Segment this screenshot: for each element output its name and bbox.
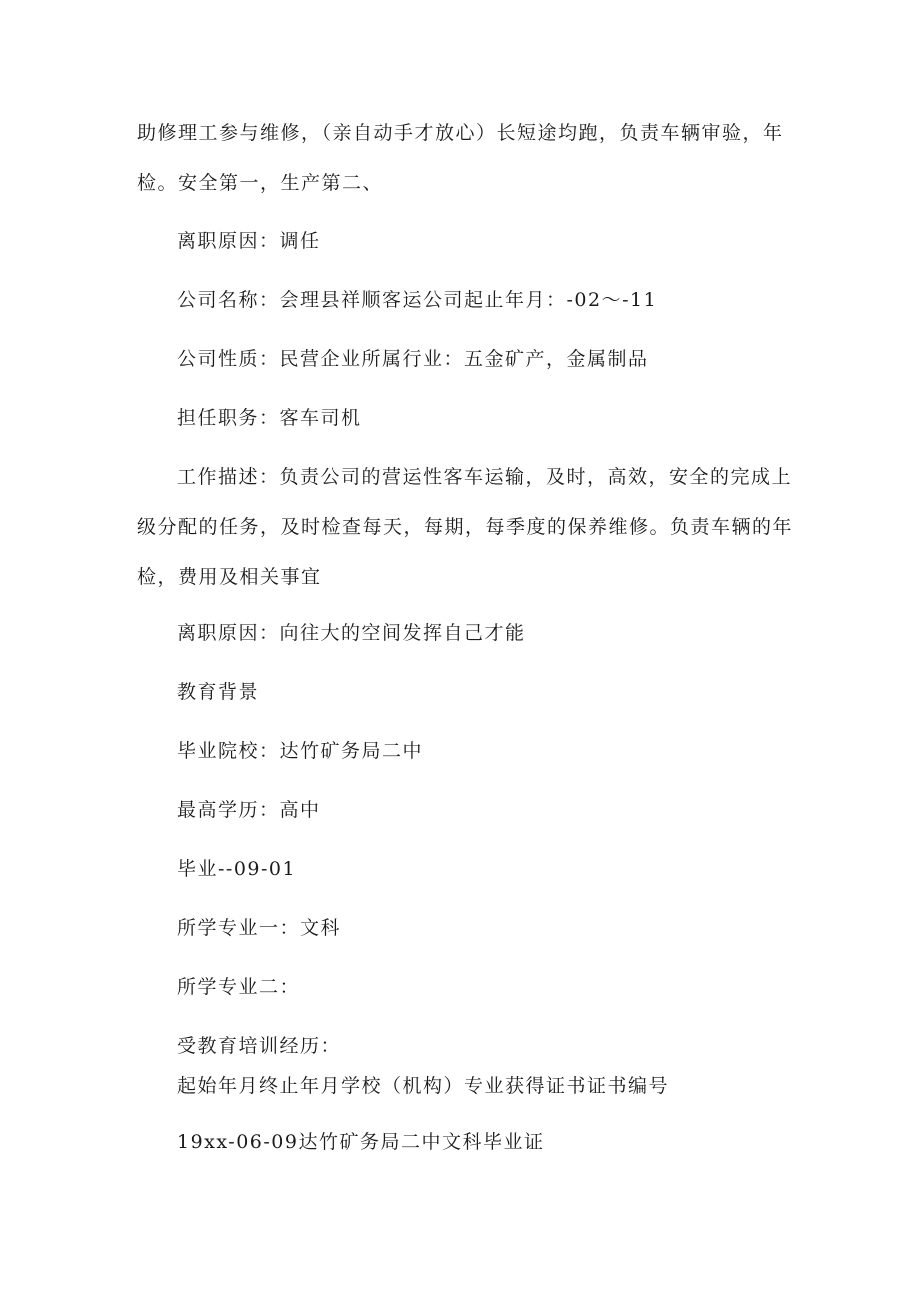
work-description-continued-end: 检。安全第一，生产第二、 bbox=[137, 172, 384, 194]
training-history-label: 受教育培训经历： bbox=[177, 1035, 342, 1057]
leave-reason-2: 离职原因：向往大的空间发挥自己才能 bbox=[177, 622, 526, 644]
work-description-line-3: 检，费用及相关事宜 bbox=[137, 566, 322, 588]
work-description-line-1: 工作描述：负责公司的营运性客车运输，及时，高效，安全的完成上 bbox=[177, 466, 793, 488]
graduation-date: 毕业--09-01 bbox=[177, 858, 297, 880]
graduation-school: 毕业院校：达竹矿务局二中 bbox=[177, 740, 424, 762]
major-two: 所学专业二： bbox=[177, 976, 301, 998]
training-table-header: 起始年月终止年月学校（机构）专业获得证书证书编号 bbox=[177, 1075, 670, 1097]
company-name: 公司名称：会理县祥顺客运公司起止年月：-02～-11 bbox=[177, 289, 658, 311]
work-description-line-2: 级分配的任务，及时检查每天，每期，每季度的保养维修。负责车辆的年 bbox=[137, 516, 794, 538]
position-held: 担任职务：客车司机 bbox=[177, 407, 362, 429]
company-nature: 公司性质：民营企业所属行业：五金矿产，金属制品 bbox=[177, 348, 649, 370]
major-one: 所学专业一：文科 bbox=[177, 917, 342, 939]
leave-reason-1: 离职原因：调任 bbox=[177, 230, 321, 252]
training-record-row: 19xx-06-09达竹矿务局二中文科毕业证 bbox=[177, 1131, 545, 1153]
highest-degree: 最高学历：高中 bbox=[177, 799, 321, 821]
work-description-continued-line: 助修理工参与维修，（亲自动手才放心）长短途均跑，负责车辆审验，年 bbox=[137, 122, 784, 144]
education-heading: 教育背景 bbox=[177, 681, 260, 703]
